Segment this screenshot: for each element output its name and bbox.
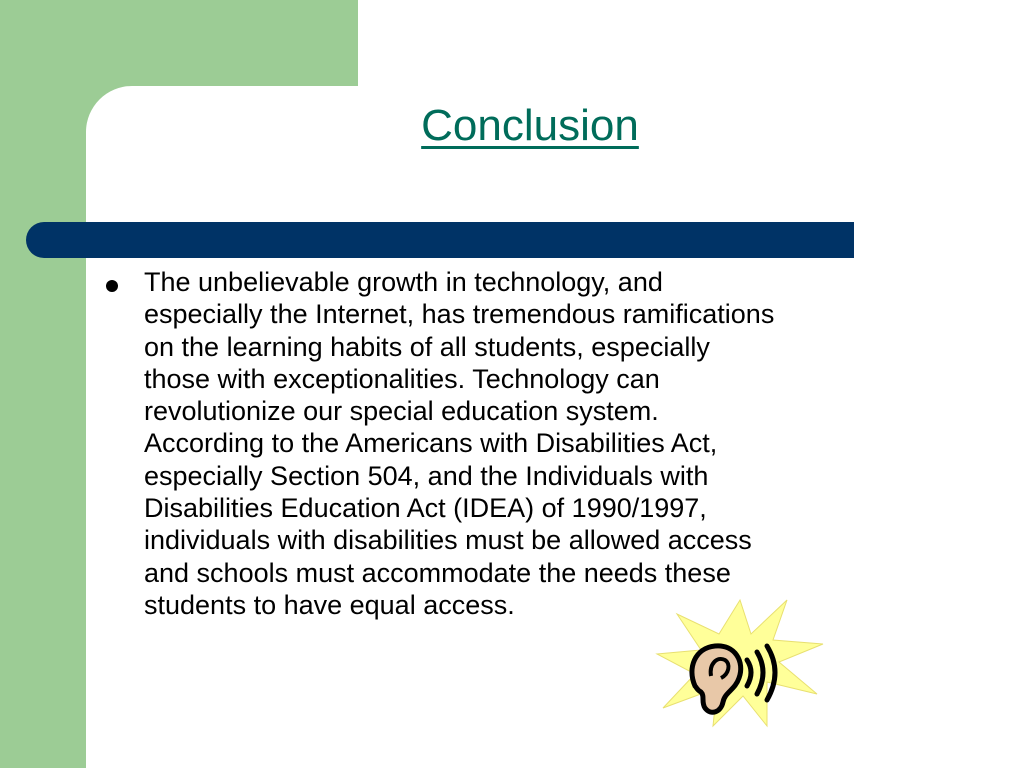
slide-title: Conclusion [421, 101, 639, 150]
bullet-item [106, 266, 956, 621]
title-divider-bar [26, 222, 854, 258]
bullet-text: The unbelievable growth in technology, and especially the Internet, has tremendous ramifications on the learning habits of all students, especially those with exceptionalities. Technology can revolutionize our special education system. According to the Americans with Disabilities Act, especially Section 504, and the Individuals with Disabilities Education Act (IDEA) of 1990/1997, individuals with disabilities must be allowed access and schools must accommodate the needs these students to have equal access. [144, 267, 775, 620]
bullet-dot-icon [106, 280, 118, 292]
ear-sound-icon [655, 598, 825, 728]
